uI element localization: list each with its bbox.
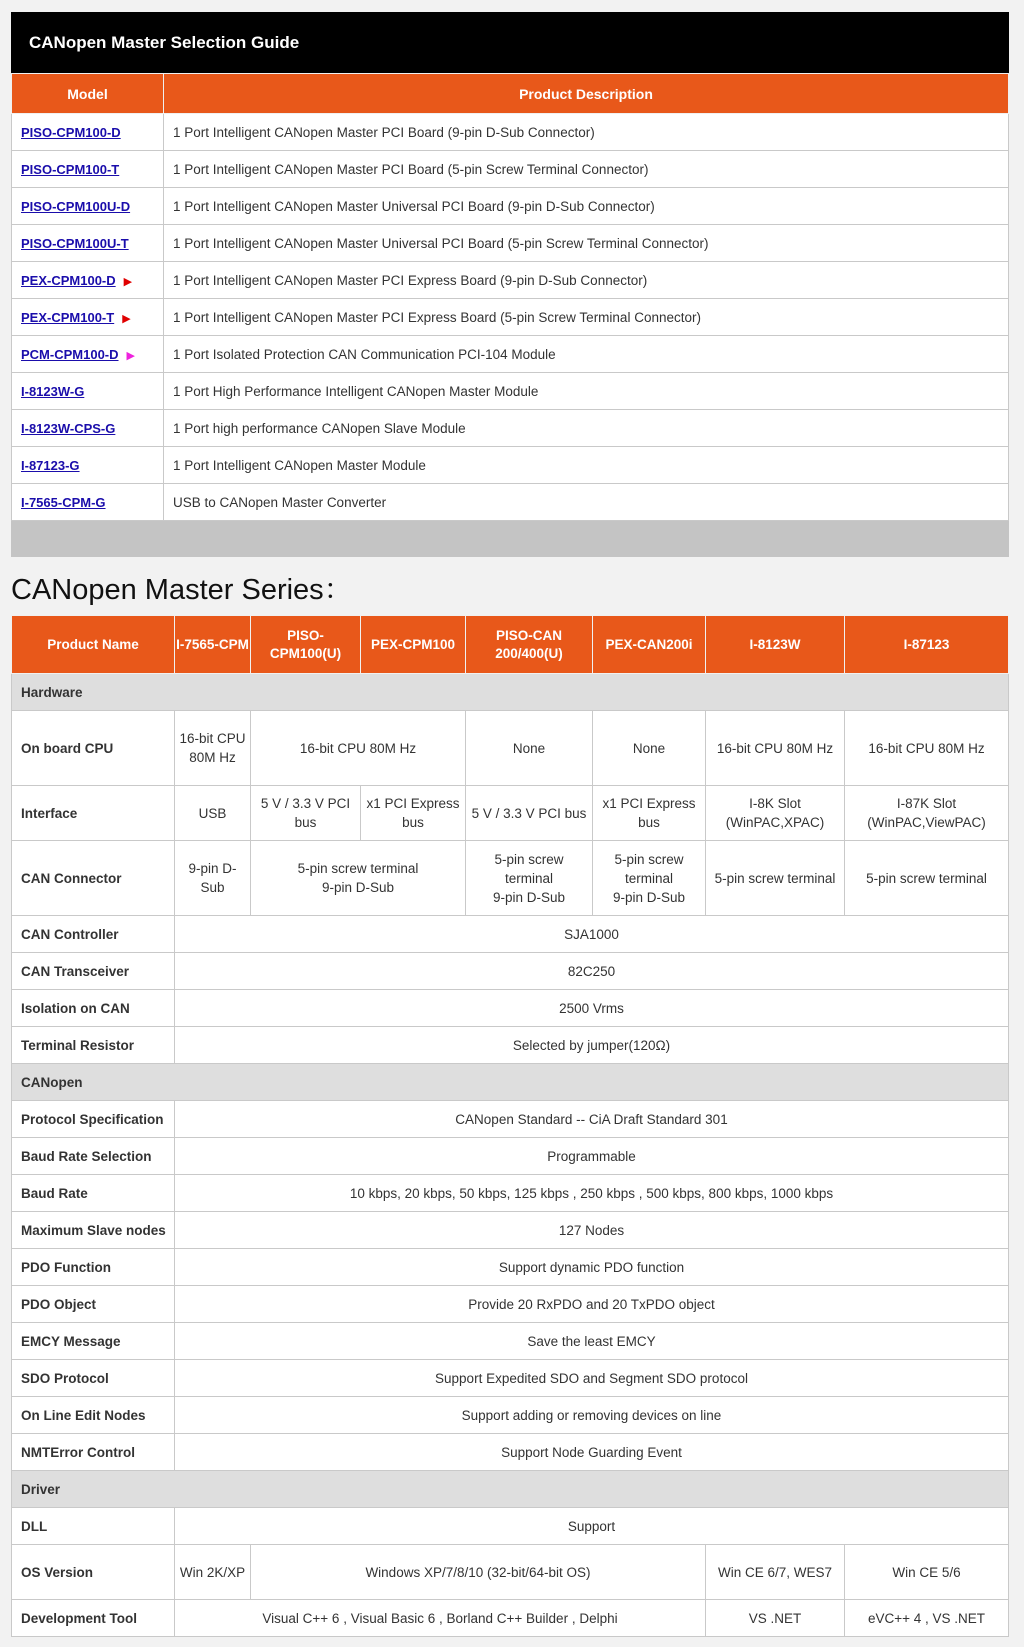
spec-row bbox=[12, 916, 1009, 953]
model-cell bbox=[12, 484, 164, 521]
spec-cell: Support Node Guarding Event bbox=[175, 1434, 1009, 1471]
model-link[interactable]: PEX-CPM100-T bbox=[21, 309, 115, 325]
guide-row bbox=[12, 262, 1009, 299]
series-title: CANopen Master Series： bbox=[11, 574, 353, 606]
spec-row bbox=[12, 1360, 1009, 1397]
canopen-rows bbox=[12, 1101, 1009, 1471]
spec-label: CAN Transceiver bbox=[12, 953, 175, 990]
description-cell: 1 Port Intelligent CANopen Master PCI Board (5-pin Screw Terminal Connector) bbox=[164, 151, 1009, 188]
spec-cell: VS .NET bbox=[706, 1600, 845, 1637]
model-link[interactable]: PISO-CPM100U-T bbox=[21, 235, 129, 251]
spec-cell: eVC++ 4 , VS .NET bbox=[845, 1600, 1009, 1637]
description-cell: 1 Port Isolated Protection CAN Communication PCI-104 Module bbox=[164, 336, 1009, 373]
spec-label: DLL bbox=[12, 1508, 175, 1545]
spec-cell: Support bbox=[175, 1508, 1009, 1545]
model-link[interactable]: PISO-CPM100U-D bbox=[21, 198, 131, 214]
model-link[interactable]: PISO-CPM100-T bbox=[21, 161, 120, 177]
model-link[interactable]: I-8123W-G bbox=[21, 383, 85, 399]
spec-label: PDO Function bbox=[12, 1249, 175, 1286]
header-i-87123: I-87123 bbox=[845, 616, 1009, 674]
description-cell: 1 Port Intelligent CANopen Master Universal PCI Board (9-pin D-Sub Connector) bbox=[164, 188, 1009, 225]
new-product-marker-icon: ▶ bbox=[126, 349, 135, 362]
model-link[interactable]: I-8123W-CPS-G bbox=[21, 420, 116, 436]
description-cell: 1 Port Intelligent CANopen Master PCI Board (9-pin D-Sub Connector) bbox=[164, 114, 1009, 151]
spec-line: 9-pin D-Sub bbox=[612, 889, 686, 905]
spec-cell: 9-pin D-Sub bbox=[175, 841, 251, 916]
page-content bbox=[11, 12, 1009, 1637]
description-cell: 1 Port Intelligent CANopen Master PCI Express Board (5-pin Screw Terminal Connector) bbox=[164, 299, 1009, 336]
new-product-marker-icon: ▶ bbox=[123, 275, 133, 288]
spec-cell: x1 PCI Express bus bbox=[361, 786, 466, 841]
column-header-model: Model bbox=[12, 74, 164, 114]
column-header-description: Product Description bbox=[164, 74, 1009, 114]
model-cell bbox=[12, 225, 164, 262]
spec-label: Baud Rate Selection bbox=[12, 1138, 175, 1175]
header-pex-cpm100: PEX-CPM100 bbox=[361, 616, 466, 674]
spec-label: Protocol Specification bbox=[12, 1101, 175, 1138]
spec-row-dll bbox=[12, 1508, 1009, 1545]
spec-row bbox=[12, 1101, 1009, 1138]
spec-row-can-connector bbox=[12, 841, 1009, 916]
spec-cell: Provide 20 RxPDO and 20 TxPDO object bbox=[175, 1286, 1009, 1323]
model-cell bbox=[12, 447, 164, 484]
spec-label: NMTError Control bbox=[12, 1434, 175, 1471]
header-i-8123w: I-8123W bbox=[706, 616, 845, 674]
new-product-marker-icon: ▶ bbox=[122, 312, 131, 325]
model-link[interactable]: PEX-CPM100-D bbox=[21, 272, 116, 288]
spec-cell: None bbox=[593, 711, 706, 786]
header-piso-can200-400u: PISO-CAN 200/400(U) bbox=[466, 616, 593, 674]
guide-footer-bar bbox=[11, 521, 1009, 557]
spec-row bbox=[12, 990, 1009, 1027]
spec-cell: I-8K Slot (WinPAC,XPAC) bbox=[706, 786, 845, 841]
spec-row-interface bbox=[12, 786, 1009, 841]
model-cell bbox=[12, 114, 164, 151]
spec-label: CAN Controller bbox=[12, 916, 175, 953]
spec-cell: 5-pin screw terminal bbox=[845, 841, 1009, 916]
spec-cell: SJA1000 bbox=[175, 916, 1009, 953]
spec-cell: 10 kbps, 20 kbps, 50 kbps, 125 kbps , 250 kbps , 500 kbps, 800 kbps, 1000 kbps bbox=[175, 1175, 1009, 1212]
spec-label: EMCY Message bbox=[12, 1323, 175, 1360]
guide-header-row bbox=[12, 74, 1009, 114]
header-pex-can200i: PEX-CAN200i bbox=[593, 616, 706, 674]
spec-line: 9-pin D-Sub bbox=[492, 889, 566, 905]
spec-cell: 16-bit CPU 80M Hz bbox=[175, 711, 251, 786]
spec-label: SDO Protocol bbox=[12, 1360, 175, 1397]
guide-row bbox=[12, 447, 1009, 484]
description-cell: 1 Port high performance CANopen Slave Module bbox=[164, 410, 1009, 447]
spec-cell: 82C250 bbox=[175, 953, 1009, 990]
spec-cell: Win 2K/XP bbox=[175, 1545, 251, 1600]
guide-row bbox=[12, 410, 1009, 447]
spec-cell: x1 PCI Express bus bbox=[593, 786, 706, 841]
section-label: CANopen bbox=[12, 1064, 1009, 1101]
guide-row bbox=[12, 151, 1009, 188]
guide-row bbox=[12, 373, 1009, 410]
section-row-canopen bbox=[12, 1064, 1009, 1101]
spec-label: Isolation on CAN bbox=[12, 990, 175, 1027]
model-link[interactable]: I-7565-CPM-G bbox=[21, 494, 106, 510]
guide-body bbox=[12, 114, 1009, 521]
spec-cell: I-87K Slot (WinPAC,ViewPAC) bbox=[845, 786, 1009, 841]
spec-cell: Programmable bbox=[175, 1138, 1009, 1175]
spec-label: Baud Rate bbox=[12, 1175, 175, 1212]
description-cell: 1 Port Intelligent CANopen Master PCI Express Board (9-pin D-Sub Connector) bbox=[164, 262, 1009, 299]
guide-title: CANopen Master Selection Guide bbox=[11, 12, 1009, 73]
spec-row bbox=[12, 1027, 1009, 1064]
header-i-7565-cpm: I-7565-CPM bbox=[175, 616, 251, 674]
spec-cell: Windows XP/7/8/10 (32-bit/64-bit OS) bbox=[251, 1545, 706, 1600]
spec-cell bbox=[251, 841, 466, 916]
spec-cell: USB bbox=[175, 786, 251, 841]
spec-cell bbox=[593, 841, 706, 916]
spec-label: Terminal Resistor bbox=[12, 1027, 175, 1064]
spec-line: 5-pin screw terminal bbox=[494, 851, 564, 886]
hardware-rows bbox=[12, 916, 1009, 1064]
spec-row bbox=[12, 1323, 1009, 1360]
section-label: Driver bbox=[12, 1471, 1009, 1508]
spec-cell: Win CE 6/7, WES7 bbox=[706, 1545, 845, 1600]
spec-label: Maximum Slave nodes bbox=[12, 1212, 175, 1249]
spec-cell: None bbox=[466, 711, 593, 786]
description-cell: USB to CANopen Master Converter bbox=[164, 484, 1009, 521]
spec-label: CAN Connector bbox=[12, 841, 175, 916]
description-cell: 1 Port Intelligent CANopen Master Universal PCI Board (5-pin Screw Terminal Connector) bbox=[164, 225, 1009, 262]
header-product-name: Product Name bbox=[12, 616, 175, 674]
spec-row-os-version bbox=[12, 1545, 1009, 1600]
model-cell bbox=[12, 373, 164, 410]
spec-label: Interface bbox=[12, 786, 175, 841]
spec-line: 5-pin screw terminal bbox=[297, 861, 419, 876]
description-cell: 1 Port Intelligent CANopen Master Module bbox=[164, 447, 1009, 484]
section-row-driver bbox=[12, 1471, 1009, 1508]
spec-row bbox=[12, 1175, 1009, 1212]
spec-line: 5-pin screw terminal bbox=[614, 851, 684, 886]
series-header-row bbox=[12, 616, 1009, 674]
spec-cell: 5-pin screw terminal bbox=[706, 841, 845, 916]
spec-cell: 16-bit CPU 80M Hz bbox=[845, 711, 1009, 786]
model-cell bbox=[12, 262, 164, 299]
header-piso-cpm100u: PISO-CPM100(U) bbox=[251, 616, 361, 674]
spec-row bbox=[12, 1434, 1009, 1471]
description-cell: 1 Port High Performance Intelligent CANopen Master Module bbox=[164, 373, 1009, 410]
guide-row bbox=[12, 114, 1009, 151]
spec-cell: Selected by jumper(120Ω) bbox=[175, 1027, 1009, 1064]
spec-row bbox=[12, 1286, 1009, 1323]
model-cell bbox=[12, 336, 164, 373]
model-cell bbox=[12, 299, 164, 336]
spec-cell: CANopen Standard -- CiA Draft Standard 301 bbox=[175, 1101, 1009, 1138]
spec-label: OS Version bbox=[12, 1545, 175, 1600]
spec-row bbox=[12, 1138, 1009, 1175]
spec-row bbox=[12, 953, 1009, 990]
spec-cell: Support adding or removing devices on line bbox=[175, 1397, 1009, 1434]
spec-cell: 16-bit CPU 80M Hz bbox=[251, 711, 466, 786]
spec-row bbox=[12, 1397, 1009, 1434]
spec-row-development-tool bbox=[12, 1600, 1009, 1637]
spec-cell: Win CE 5/6 bbox=[845, 1545, 1009, 1600]
spec-cell: Support dynamic PDO function bbox=[175, 1249, 1009, 1286]
spec-cell: 2500 Vrms bbox=[175, 990, 1009, 1027]
spec-label: Development Tool bbox=[12, 1600, 175, 1637]
spec-label: On board CPU bbox=[12, 711, 175, 786]
section-row-hardware bbox=[12, 674, 1009, 711]
guide-row bbox=[12, 336, 1009, 373]
spec-row bbox=[12, 1249, 1009, 1286]
spec-cell bbox=[466, 841, 593, 916]
spec-cell: 5 V / 3.3 V PCI bus bbox=[251, 786, 361, 841]
spec-cell: Visual C++ 6 , Visual Basic 6 , Borland C++ Builder , Delphi bbox=[175, 1600, 706, 1637]
spec-cell: Save the least EMCY bbox=[175, 1323, 1009, 1360]
model-link[interactable]: I-87123-G bbox=[21, 457, 80, 473]
model-link[interactable]: PCM-CPM100-D bbox=[21, 346, 119, 362]
spec-line: 9-pin D-Sub bbox=[321, 880, 395, 895]
selection-guide-table bbox=[11, 73, 1009, 521]
spec-row-cpu bbox=[12, 711, 1009, 786]
model-cell bbox=[12, 188, 164, 225]
guide-row bbox=[12, 225, 1009, 262]
guide-row bbox=[12, 299, 1009, 336]
guide-row bbox=[12, 188, 1009, 225]
series-comparison-table bbox=[11, 615, 1009, 1637]
model-cell bbox=[12, 410, 164, 447]
section-label: Hardware bbox=[12, 674, 1009, 711]
spec-cell: Support Expedited SDO and Segment SDO protocol bbox=[175, 1360, 1009, 1397]
guide-row bbox=[12, 484, 1009, 521]
model-cell bbox=[12, 151, 164, 188]
spec-cell: 16-bit CPU 80M Hz bbox=[706, 711, 845, 786]
spec-label: PDO Object bbox=[12, 1286, 175, 1323]
model-link[interactable]: PISO-CPM100-D bbox=[21, 124, 121, 140]
spec-row bbox=[12, 1212, 1009, 1249]
spec-cell: 127 Nodes bbox=[175, 1212, 1009, 1249]
spec-cell: 5 V / 3.3 V PCI bus bbox=[466, 786, 593, 841]
spec-label: On Line Edit Nodes bbox=[12, 1397, 175, 1434]
